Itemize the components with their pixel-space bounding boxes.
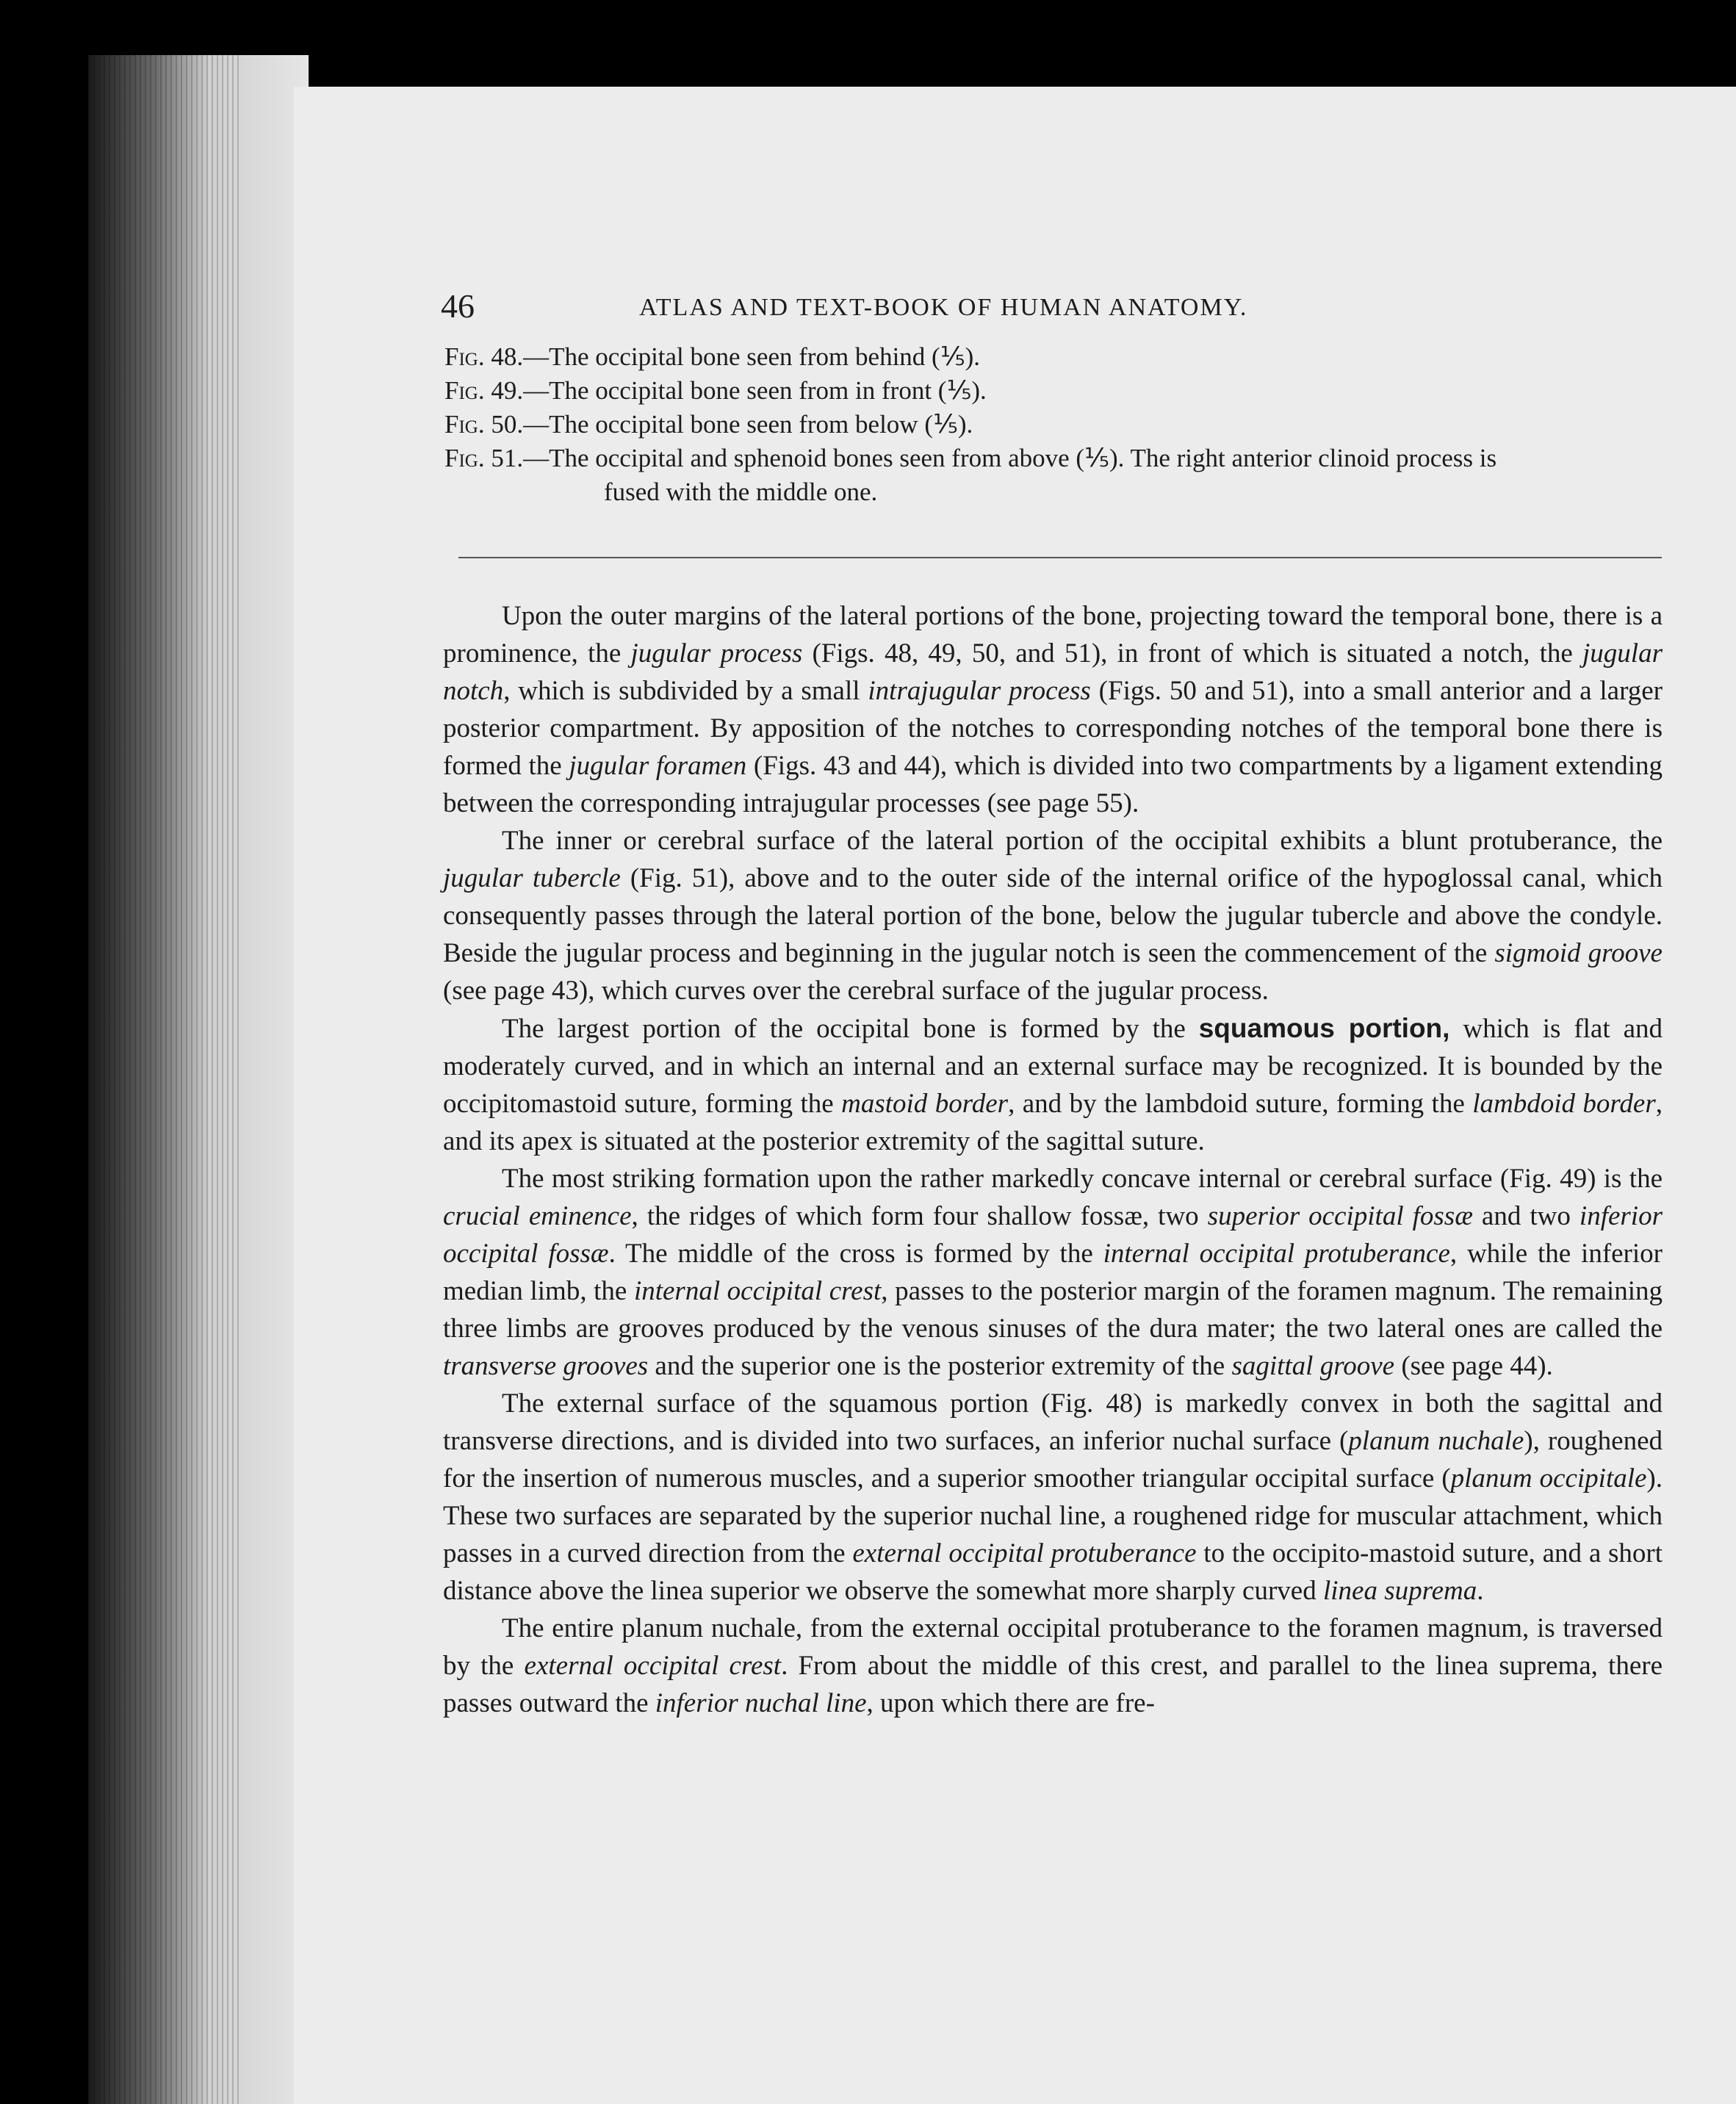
text-run: , and its apex is situated at the posterior extremity of the sagittal suture. [443, 1089, 1663, 1156]
paragraph [443, 1009, 1663, 1160]
caption-text: 48.—The occipital bone seen from behind (⅕). [484, 342, 981, 371]
italic-term: linea suprema [1322, 1576, 1477, 1606]
caption-fig-51-continued: fused with the middle one. [604, 478, 878, 506]
running-head: ATLAS AND TEXT-BOOK OF HUMAN ANATOMY. [639, 294, 1248, 321]
text-run: , the ridges of which form four shallow fossæ, two [631, 1201, 1208, 1231]
italic-term: jugular tubercle [443, 863, 621, 893]
text-run: , upon which there are fre- [866, 1688, 1155, 1718]
text-run: , and by the lambdoid suture, forming the [1008, 1089, 1473, 1119]
caption-label: Fig. [444, 376, 485, 405]
italic-term: mastoid border [841, 1089, 1009, 1119]
text-run: . From about the middle of this crest, and parallel to the linea suprema, there passes outward the [443, 1651, 1663, 1718]
text-run: The external surface of the squamous portion (Fig. 48) is markedly convex in both the sagittal and transverse directions, and is divided into two surfaces, an inferior nuchal surface ( [443, 1388, 1663, 1456]
page-number: 46 [441, 287, 475, 325]
italic-term: jugular notch [443, 638, 1663, 706]
text-run: (see page 44). [1394, 1351, 1553, 1381]
paragraph [443, 822, 1663, 1009]
paragraph [443, 597, 1663, 822]
bold-term: squamous portion, [1198, 1013, 1450, 1043]
italic-term: sagittal groove [1231, 1351, 1395, 1381]
paragraph [443, 1160, 1663, 1385]
text-run: , passes to the posterior margin of the foramen magnum. The remaining three limbs are grooves produced by the venous sinuses of the dura mater; the two lateral ones are called the [443, 1276, 1663, 1344]
text-run: . The middle of the cross is formed by the [608, 1239, 1103, 1269]
italic-term: jugular process [630, 638, 803, 669]
caption-fig-50 [444, 408, 1679, 442]
text-run: and the superior one is the posterior extremity of the [648, 1351, 1232, 1381]
italic-term: intrajugular process [868, 676, 1091, 706]
page-header [441, 287, 1528, 331]
text-run: (Fig. 51), above and to the outer side of the internal orifice of the hypoglossal canal, which consequently passes through the lateral portion of the bone, below the jugular tubercle and above the condyle. Beside the jugular process and beginning in the jugular notch is seen the commencement of the [443, 863, 1663, 968]
italic-term: crucial eminence [443, 1201, 632, 1231]
text-run: which is flat and moderately curved, and in which an internal and an external surface may be recognized. It is bounded by the occipitomastoid suture, forming the [443, 1014, 1663, 1119]
text-run: , which is subdivided by a small [503, 676, 868, 706]
caption-label: Fig. [444, 410, 485, 439]
caption-label: Fig. [444, 444, 485, 472]
paragraph [443, 1610, 1663, 1722]
text-run: The most striking formation upon the rather markedly concave internal or cerebral surface (Fig. 49) is the [502, 1164, 1663, 1194]
italic-term: internal occipital crest [633, 1276, 882, 1306]
italic-term: internal occipital protuberance [1103, 1239, 1450, 1269]
italic-term: superior occipital fossæ [1207, 1201, 1473, 1231]
text-run: (Figs. 43 and 44), which is divided into two compartments by a ligament extending between the corresponding intrajugular processes (see page 55). [443, 751, 1663, 818]
italic-term: lambdoid border [1472, 1089, 1656, 1119]
text-run: and two [1472, 1201, 1580, 1231]
text-run: (see page 43), which curves over the cerebral surface of the jugular process. [443, 976, 1269, 1006]
text-run: ), roughened for the insertion of numerous muscles, and a superior smoother triangular occipital surface ( [443, 1426, 1663, 1494]
italic-term: inferior nuchal line [655, 1688, 867, 1718]
italic-term: external occipital crest [524, 1651, 782, 1681]
italic-term: external occipital protuberance [852, 1538, 1197, 1568]
text-run: The largest portion of the occipital bone is formed by the [502, 1014, 1199, 1044]
caption-divider [458, 557, 1662, 558]
caption-label: Fig. [444, 342, 485, 371]
italic-term: transverse grooves [443, 1351, 649, 1381]
caption-fig-49 [444, 374, 1679, 408]
book-page [294, 87, 1736, 2104]
italic-term: planum nuchale [1348, 1426, 1524, 1456]
body-text [443, 597, 1663, 1722]
text-run: Upon the outer margins of the lateral portions of the bone, projecting toward the temporal bone, there is a prominence, the [443, 601, 1663, 669]
italic-term: inferior occipital fossæ [443, 1201, 1663, 1269]
text-run: The entire planum nuchale, from the external occipital protuberance to the foramen magnum, is traversed by the [443, 1613, 1663, 1681]
text-run: to the occipito-mastoid suture, and a short distance above the linea superior we observe the somewhat more sharply curved [443, 1538, 1663, 1606]
italic-term: jugular foramen [569, 751, 747, 781]
text-run: (Figs. 48, 49, 50, and 51), in front of which is situated a notch, the [802, 638, 1583, 669]
italic-term: sigmoid groove [1494, 938, 1663, 968]
paragraph [443, 1385, 1663, 1610]
caption-text: 49.—The occipital bone seen from in front (⅕). [484, 376, 987, 405]
text-run: The inner or cerebral surface of the lateral portion of the occipital exhibits a blunt protuberance, the [502, 826, 1663, 856]
caption-fig-48 [444, 340, 1679, 374]
page-edges [88, 55, 242, 2104]
caption-text: 51.—The occipital and sphenoid bones seen from above (⅕). The right anterior clinoid process is [484, 444, 1497, 472]
text-run: , while the inferior median limb, the [443, 1239, 1663, 1306]
text-run: (Figs. 50 and 51), into a small anterior and a larger posterior compartment. By apposition of the notches to corresponding notches of the temporal bone there is formed the [443, 676, 1663, 781]
italic-term: planum occipitale [1450, 1463, 1647, 1494]
caption-fig-51 [444, 442, 1679, 475]
text-run: . [1477, 1576, 1484, 1606]
caption-text: 50.—The occipital bone seen from below (⅕). [484, 410, 973, 439]
figure-captions [444, 340, 1679, 509]
text-run: ). These two surfaces are separated by the superior nuchal line, a roughened ridge for muscular attachment, which passes in a curved direction from the [443, 1463, 1663, 1568]
